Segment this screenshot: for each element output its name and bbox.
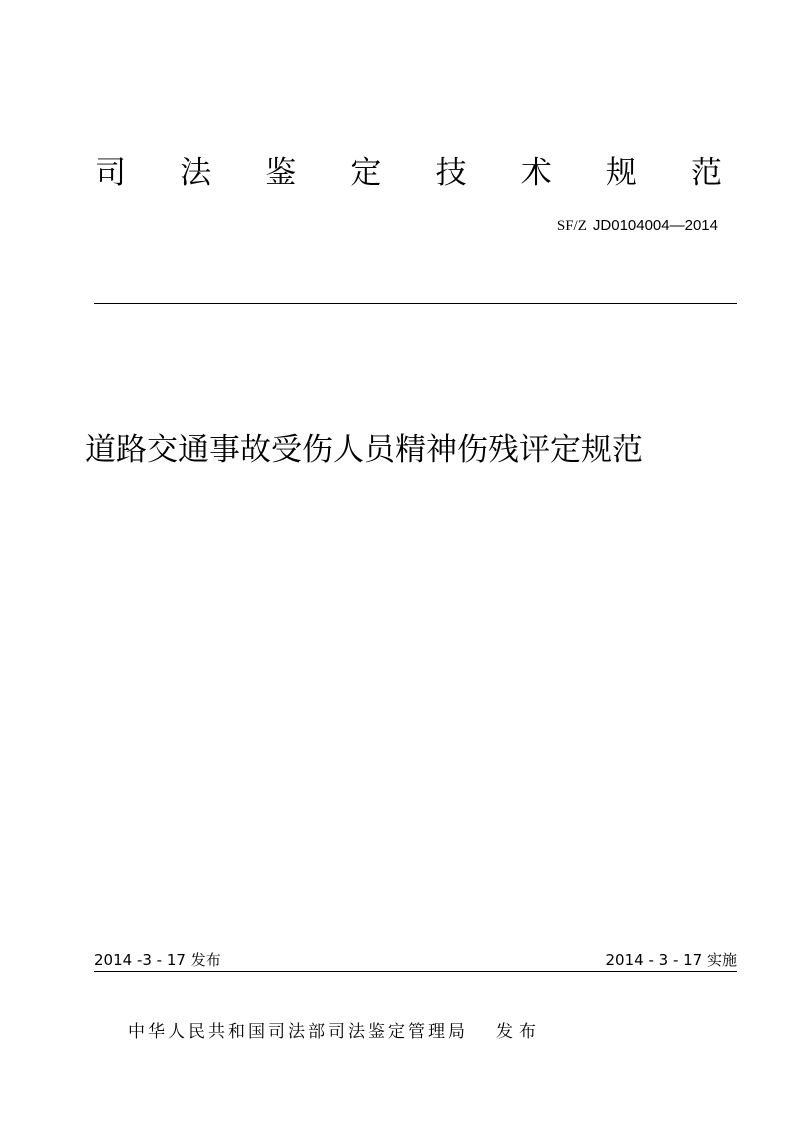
series-char: 范 [690,155,722,191]
publish-date: 2014 -3 - 17 发布 [94,951,221,969]
series-char: 定 [350,155,382,191]
issuer-action: 发布 [496,1022,542,1042]
series-char: 规 [605,155,637,191]
document-title: 道路交通事故受伤人员精神伤残评定规范 [85,432,643,468]
standard-code-prefix: SF/Z [556,218,587,234]
effective-date: 2014 - 3 - 17 实施 [605,951,737,969]
issuer-name: 中华人民共和国司法部司法鉴定管理局 [128,1022,468,1042]
standard-series-title [95,150,722,196]
standard-code [557,214,718,237]
issuer-line [128,1019,542,1045]
series-char: 技 [435,155,467,191]
footer-divider [94,971,737,972]
series-char: 鉴 [265,155,297,191]
series-char: 法 [180,155,212,191]
series-char: 术 [520,155,552,191]
series-char: 司 [95,155,126,191]
date-row [94,949,737,971]
header-divider [94,303,737,304]
standard-code-number: JD0104004—2014 [592,217,718,234]
